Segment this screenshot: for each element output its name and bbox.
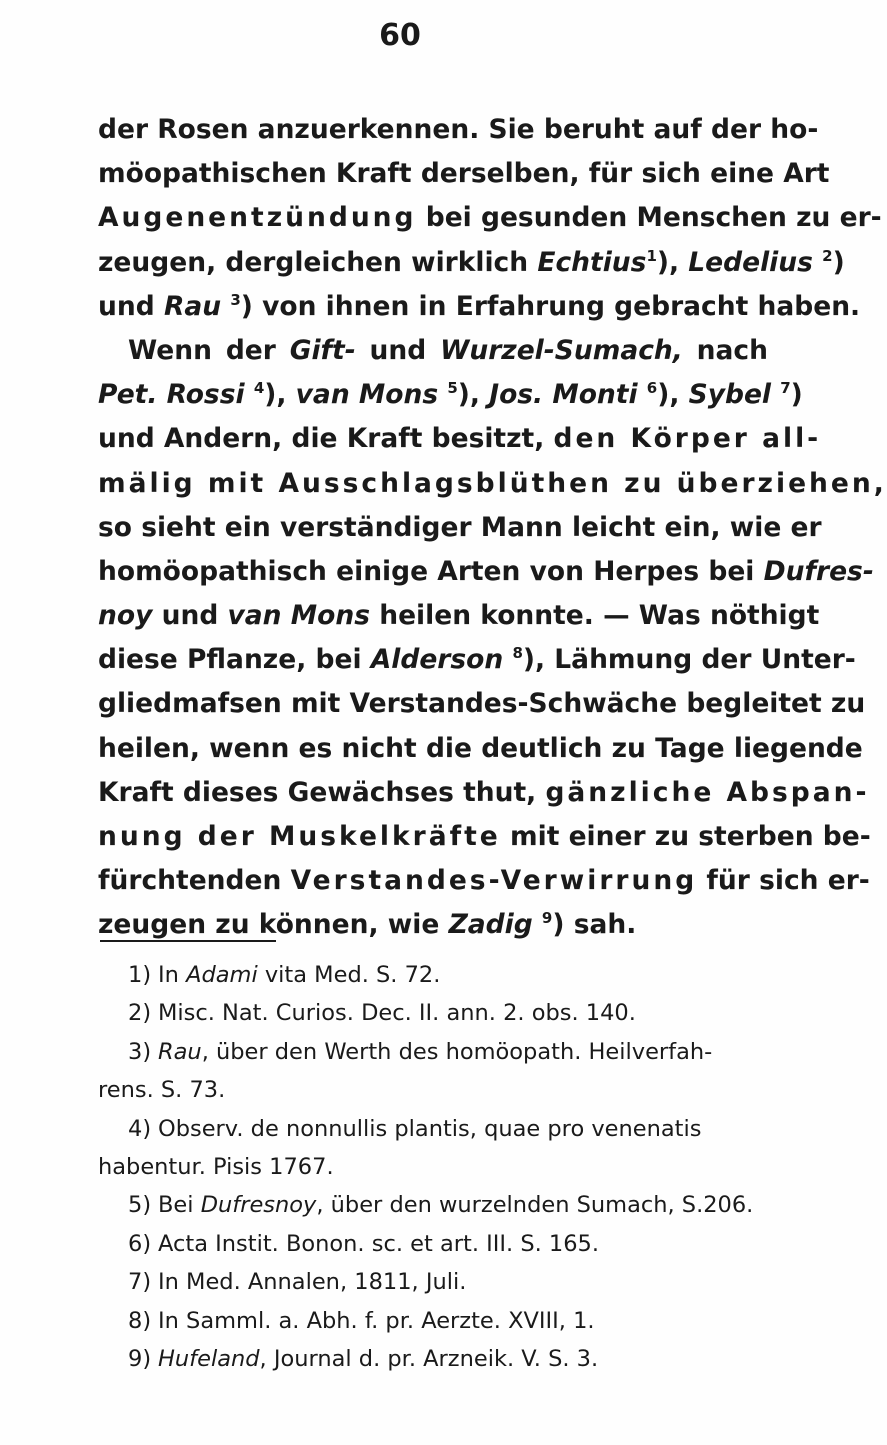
text-line: [98, 241, 845, 285]
footnote-number: 5): [128, 1192, 152, 1219]
footnotes: [98, 956, 768, 1378]
text-run: den Körper all-: [553, 423, 822, 455]
text-line: [98, 594, 820, 638]
text-run: [813, 247, 822, 278]
italic-name: Ledelius: [688, 246, 813, 278]
footnote-reference: 2: [822, 246, 833, 265]
text-run: für sich er-: [697, 865, 870, 897]
text-run: Acta Instit. Bonon. sc. et art. III. S. 165.: [158, 1230, 600, 1257]
text-run: heilen konnte. — Was nöthigt: [369, 600, 820, 632]
footnote-number: 1): [128, 962, 152, 988]
text-run: ),: [264, 379, 296, 411]
text-run: Verstandes-Verwirrung: [290, 865, 698, 897]
text-run: [771, 379, 780, 410]
italic-name: Echtius: [537, 246, 647, 278]
italic-name: Dufres-: [763, 555, 874, 587]
italic-name: van Mons: [295, 379, 439, 411]
text-run: [638, 379, 647, 410]
text-line: [98, 373, 803, 417]
text-run: bei gesunden Menschen zu er-: [416, 202, 882, 234]
text-run: möopathischen Kraft derselben, für sich eine Art: [98, 158, 830, 190]
text-run: In: [158, 962, 187, 988]
footnote-reference: 5: [447, 379, 458, 398]
italic-name: Jos. Monti: [489, 379, 638, 411]
footnote-number: 7): [128, 1269, 152, 1296]
footnote-number: 2): [128, 1000, 152, 1027]
text-run: nung der Muskelkräfte: [98, 821, 501, 852]
italic-name: Zadig: [448, 909, 533, 941]
footnote-number: 8): [128, 1307, 152, 1334]
main-text: [98, 108, 887, 948]
text-run: so sieht ein verständiger Mann leicht ein, wie er: [98, 511, 822, 543]
italic-name: noy: [98, 600, 153, 632]
text-run: ): [832, 246, 845, 278]
text-line: [98, 550, 874, 594]
text-line: [98, 108, 819, 152]
footnote: [98, 1110, 768, 1148]
italic-name: Gift-: [289, 334, 356, 366]
footnote-reference: 9: [541, 909, 553, 928]
italic-name: Adami: [186, 962, 258, 988]
text-run: Kraft dieses Gewächses thut,: [98, 776, 546, 808]
text-line: [98, 329, 768, 373]
text-line: [98, 152, 830, 196]
text-run: zeugen, dergleichen wirklich: [98, 246, 538, 278]
text-run: Misc. Nat. Curios. Dec. II. ann. 2. obs. 140.: [158, 1000, 636, 1027]
text-line: [98, 285, 861, 329]
footnote-reference: 4: [253, 379, 265, 398]
footnote: [98, 994, 768, 1032]
text-run: gänzliche Abspan-: [545, 776, 870, 808]
text-run: [245, 379, 254, 410]
text-run: In Med. Annalen, 1811, Juli.: [158, 1269, 467, 1296]
footnote-reference: 7: [780, 379, 791, 398]
text-run: und Andern, die Kraft besitzt,: [98, 423, 554, 455]
text-run: Bei: [158, 1192, 201, 1219]
text-line: [98, 727, 863, 771]
footnote-number: 3): [128, 1038, 152, 1065]
text-run: und: [152, 600, 228, 632]
text-run: ): [790, 379, 803, 411]
footnote: [98, 1225, 768, 1263]
footnote-divider: [100, 940, 276, 942]
text-line: [98, 506, 822, 550]
text-run: fürchtenden: [98, 865, 291, 897]
text-run: ) von ihnen in Erfahrung gebracht haben.: [240, 290, 861, 322]
text-run: heilen, wenn es nicht die deutlich zu Tage liegende: [98, 732, 863, 764]
footnote-number: 6): [128, 1230, 152, 1257]
footnote-reference: 1: [646, 246, 657, 265]
text-run: der Rosen anzuerkennen. Sie beruht auf der ho-: [98, 114, 819, 145]
text-run: Augenentzündung: [98, 202, 417, 234]
text-run: ),: [656, 246, 689, 278]
text-run: und: [355, 334, 441, 366]
text-line: [98, 771, 870, 815]
italic-name: Rau: [158, 1038, 202, 1065]
italic-name: van Mons: [227, 600, 370, 632]
text-run: ),: [657, 379, 689, 411]
italic-name: Alderson: [370, 644, 504, 676]
text-line: [98, 196, 882, 240]
italic-name: Rau: [163, 290, 222, 322]
text-run: [533, 909, 542, 940]
footnote-reference: 6: [646, 379, 658, 398]
text-run: ) sah.: [552, 909, 637, 941]
text-run: diese Pflanze, bei: [98, 644, 371, 676]
italic-name: Sybel: [688, 379, 771, 411]
italic-name: Dufresnoy: [200, 1192, 317, 1219]
italic-name: Wurzel-Sumach,: [440, 334, 683, 366]
text-line: [98, 682, 866, 726]
footnote: [98, 1033, 768, 1071]
text-run: nach: [682, 334, 769, 366]
footnote-continuation: rens. S. 73.: [98, 1077, 226, 1104]
footnote-continuation: habentur. Pisis 1767.: [98, 1154, 334, 1181]
text-run: und: [98, 290, 164, 322]
text-run: gliedmafsen mit Verstandes-Schwäche begleitet zu: [98, 688, 866, 720]
text-line: [98, 417, 822, 461]
text-run: [438, 379, 447, 410]
text-run: ),: [457, 379, 490, 411]
footnote-number: 9): [128, 1346, 152, 1373]
footnote: [98, 1186, 768, 1224]
text-run: ), Lähmung der Unter-: [522, 644, 856, 676]
text-run: , über den wurzelnden Sumach, S.206.: [316, 1192, 754, 1219]
text-run: , Journal d. pr. Arzneik. V. S. 3.: [259, 1346, 599, 1373]
footnote-reference: 3: [230, 290, 241, 309]
text-run: homöopathisch einige Arten von Herpes bei: [98, 555, 764, 587]
text-run: vita Med. S. 72.: [257, 962, 441, 988]
text-line: [98, 815, 871, 859]
footnote-reference: 8: [512, 644, 523, 663]
footnote: [98, 1263, 768, 1301]
italic-name: Hufeland: [158, 1346, 260, 1373]
text-run: mälig mit Ausschlagsblüthen zu überziehen,: [98, 467, 887, 499]
page-number: 60: [379, 18, 421, 53]
text-line: [98, 462, 887, 506]
italic-name: Pet. Rossi: [98, 379, 245, 411]
text-run: [221, 291, 230, 322]
text-run: Observ. de nonnullis plantis, quae pro venenatis: [158, 1115, 702, 1142]
text-run: Wenn der: [128, 334, 290, 366]
footnote: [98, 1340, 768, 1378]
text-run: mit einer zu sterben be-: [500, 821, 871, 852]
footnote: [98, 1302, 768, 1340]
footnote: [98, 956, 768, 994]
footnote-number: 4): [128, 1115, 152, 1142]
text-run: , über den Werth des homöopath. Heilverfah-: [201, 1038, 713, 1065]
text-run: zeugen zu können, wie: [98, 909, 449, 941]
text-line: [98, 638, 856, 682]
text-run: In Samml. a. Abh. f. pr. Aerzte. XVIII, 1.: [158, 1307, 595, 1334]
text-line: [98, 859, 870, 903]
